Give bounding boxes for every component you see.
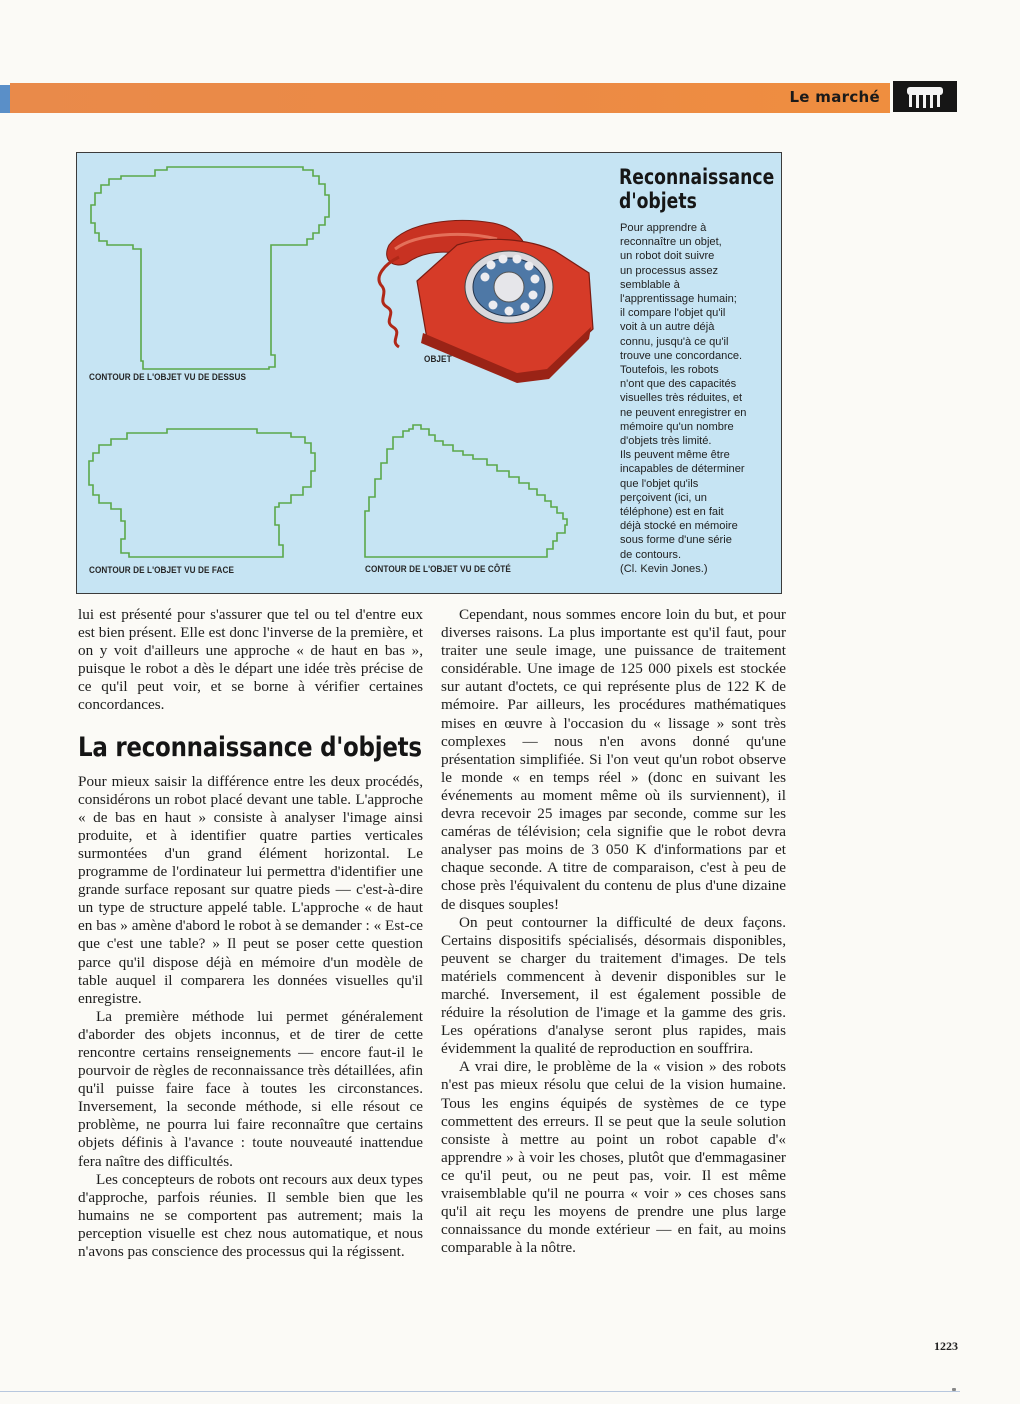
section-header-bar xyxy=(10,83,890,113)
paragraph: lui est présenté pour s'assurer que tel ou tel d'entre eux est bien présent. Elle est donc l'inverse de la première, et on y voit d'ailleurs une approche « de haut en bas », puisque le robot a dès le départ une idée très précise de ce qu'il peut voir, et se borne à vérifier certaines concordances. xyxy=(78,606,423,714)
page-edge-mark xyxy=(0,85,10,113)
caption-side-view: CONTOUR DE L'OBJET VU DE CÔTÉ xyxy=(365,564,511,575)
sidebar-title-line: Reconnaissance xyxy=(619,165,775,189)
sidebar-line: voit à un autre déjà xyxy=(620,321,715,334)
sidebar-line: Ils peuvent même être xyxy=(620,449,730,462)
sidebar-title-line: d'objets xyxy=(619,189,697,213)
side-view-contour xyxy=(365,425,567,557)
sidebar-line: de contours. xyxy=(620,548,682,561)
section-label: Le marché xyxy=(789,88,880,106)
left-column xyxy=(78,606,423,1261)
paragraph: A vrai dire, le problème de la « vision » des robots n'est pas mieux résolu que celui de la vision humaine. Tous les engins équipés de systèmes de ce type commettent des erreurs. Il se peut que la seule solution consiste à mettre au point un robot capable d'« apprendre » à voir les choses, plutôt que d'emmagasiner ce qu'il peut, ou ne peut pas, voir. Il est même vraisemblable qu'il ne pourra « voir » ces choses sans qu'il ait reçu les moyens de prendre une plus large connaissance du monde extérieur — en fait, au moins comparable à la nôtre. xyxy=(441,1058,786,1257)
sidebar-line: téléphone) est en fait xyxy=(620,506,724,519)
robot-hand-icon xyxy=(893,81,957,112)
paragraph: On peut contourner la difficulté de deux façons. Certains dispositifs spécialisés, désormais disponibles, peuvent se charger du traitement d'images. De tels matériels commencent à devenir disponibles sur le marché. Inversement, il est également possible de réduire la résolution de l'image et la gamme des gris. Les opérations d'analyse seront plus rapides, mais évidemment la qualité de reproduction en souffrira. xyxy=(441,913,786,1058)
page-bottom-line xyxy=(0,1391,960,1392)
sidebar-line: d'objets très limité. xyxy=(620,435,712,448)
paragraph: Cependant, nous sommes encore loin du but, et pour diverses raisons. La plus importante est qu'il faut, pour traiter une seule image, une puissance de traitement considérable. Une image de 125 000 pixels est stockée sur autant d'octets, ce qui représente plus de 122 K de mémoire. Par ailleurs, les procédures mathématiques mises en œuvre à l'occasion du « lissage » sont très complexes — nous n'en avons donné qu'une présentation simplifiée. Si l'on veut qu'un robot observe le monde « en temps réel » (donc en suivant les événements au moment même où ils surviennent), il devra recevoir 25 images par seconde, comme sur les caméras de télévision; cela signifie que le robot devra analyser pas moins de 3 050 K d'informations par et chaque seconde. A titre de comparaison, c'est à peu de chose près l'équivalent du contenu de plus d'une dizaine de disques souples! xyxy=(441,606,786,913)
sidebar-title xyxy=(619,165,775,213)
sidebar-text xyxy=(620,221,780,576)
sidebar-line: reconnaître un objet, xyxy=(620,236,722,249)
sidebar-line: sous forme d'une série xyxy=(620,534,732,547)
sidebar-line: visuelles très réduites, et xyxy=(620,392,743,405)
sidebar-line: connu, jusqu'à ce qu'il xyxy=(620,335,729,348)
sidebar-line: un processus assez xyxy=(620,264,719,277)
sidebar-line: Toutefois, les robots xyxy=(620,364,719,377)
sidebar-line: trouve une concordance. xyxy=(620,349,743,362)
telephone-illustration xyxy=(379,221,593,383)
sidebar-line: déjà stocké en mémoire xyxy=(620,520,738,533)
paragraph: La première méthode lui permet généralement d'aborder des objets inconnus, et de tirer de cette rencontre certains renseignements — encore faut-il le pourvoir de règles de reconnaissance très détaillées, afin qu'il puisse faire face à toutes les circonstances. Inversement, la seconde méthode, si elle résout ce problème, ne pourra lui faire reconnaître que certains objets définis à l'avance : toute nouveauté inattendue fera naître des difficultés. xyxy=(78,1007,423,1170)
sidebar-line: que l'objet qu'ils xyxy=(620,477,699,490)
sidebar-line: perçoivent (ici, un xyxy=(620,491,707,504)
top-view-contour xyxy=(91,167,329,369)
right-column xyxy=(441,606,786,1257)
section-heading: La reconnaissance d'objets xyxy=(78,731,422,763)
sidebar-line: Pour apprendre à xyxy=(620,222,707,234)
sidebar-line: n'ont que des capacités xyxy=(620,378,737,391)
object-recognition-figure xyxy=(76,152,782,594)
sidebar-line: mémoire qu'un nombre xyxy=(620,420,734,433)
caption-object: OBJET xyxy=(424,354,452,365)
sidebar-line: semblable à xyxy=(620,278,680,291)
sidebar-line: un robot doit suivre xyxy=(620,250,715,263)
sidebar-line: ne peuvent enregistrer en xyxy=(620,406,747,419)
sidebar-line: (Cl. Kevin Jones.) xyxy=(620,562,708,575)
page-number: 1223 xyxy=(934,1339,958,1353)
sidebar-line: il compare l'objet qu'il xyxy=(620,307,726,320)
page-speck xyxy=(952,1388,956,1391)
sidebar-line: l'apprentissage humain; xyxy=(620,293,737,306)
paragraph: Pour mieux saisir la différence entre les deux procédés, considérons un robot placé devant une table. L'approche « de bas en haut » consiste à analyser l'image ainsi produite, et à identifier quatre parties verticales surmontées d'un grand élément horizontal. Le programme de l'ordinateur lui permettra d'identifier une grande surface reposant sur quatre pieds — c'est-à-dire un type de structure appelé table. L'approche « de haut en bas » amène d'abord le robot à se demander : « Est-ce que c'est une table? » Il peut se poser cette question parce qu'il dispose déjà en mémoire d'un modèle de table auquel il comparera les données visuelles qu'il enregistre. xyxy=(78,772,423,1007)
caption-front-view: CONTOUR DE L'OBJET VU DE FACE xyxy=(89,565,235,576)
caption-top-view: CONTOUR DE L'OBJET VU DE DESSUS xyxy=(89,372,246,383)
sidebar-line: incapables de déterminer xyxy=(620,463,745,476)
front-view-contour xyxy=(89,429,315,557)
paragraph: Les concepteurs de robots ont recours aux deux types d'approche, parfois réunies. Il semble bien que les humains ne se comportent pas autrement; mais la perception visuelle est chez nous automatique, et nous n'avons pas conscience des processus qui la régissent. xyxy=(78,1170,423,1260)
